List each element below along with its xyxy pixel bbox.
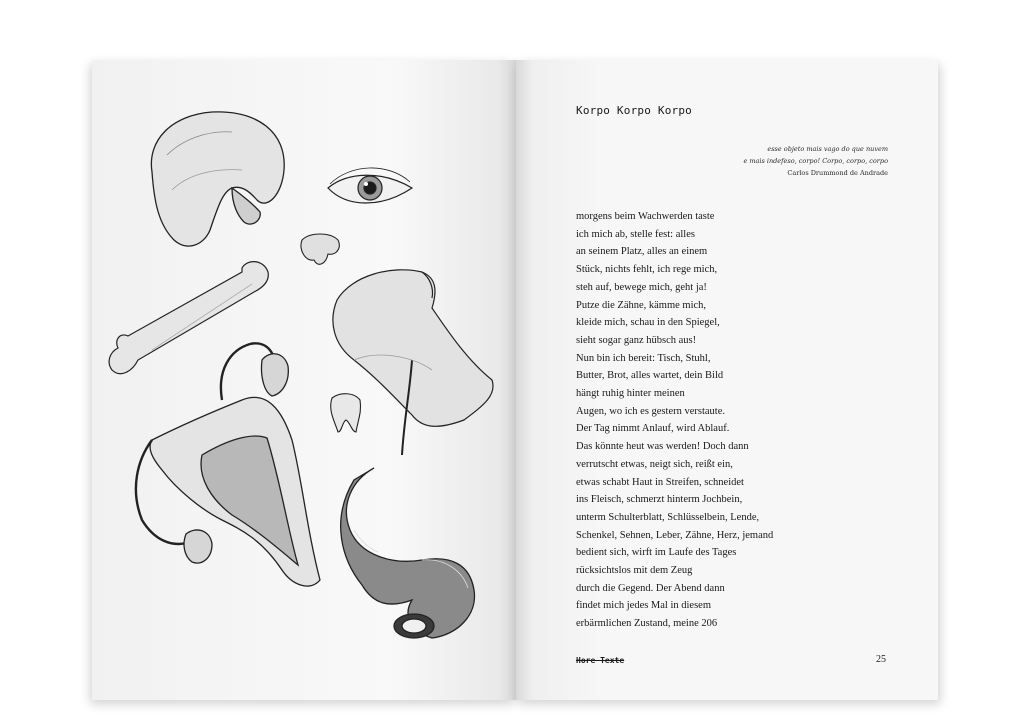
poem-line: unterm Schulterblatt, Schlüsselbein, Lende,	[576, 511, 760, 523]
epigraph-line-1: esse objeto mais vago do que nuvem	[767, 145, 888, 153]
poem-line: erbärmlichen Zustand, meine 206	[576, 618, 718, 630]
poem-title: Korpo Korpo Korpo	[576, 104, 692, 117]
poem-line: rücksichtslos mit dem Zeug	[576, 565, 693, 577]
poem-line: morgens beim Wachwerden taste	[576, 211, 715, 222]
anatomy-illustration	[92, 60, 516, 700]
poem-line: bedient sich, wirft im Laufe des Tages	[576, 547, 737, 559]
poem-line: durch die Gegend. Der Abend dann	[576, 582, 725, 594]
poem-line: Stück, nichts fehlt, ich rege mich,	[576, 264, 718, 276]
tentacle-drawing	[341, 468, 475, 638]
tooth-drawing	[331, 394, 361, 432]
poem-line: sieht sogar ganz hübsch aus!	[576, 334, 697, 346]
poem-line: findet mich jedes Mal in diesem	[576, 600, 712, 612]
poem-line: Schenkel, Sehnen, Leber, Zähne, Herz, jemand	[576, 529, 774, 541]
poem-line: Nun bin ich bereit: Tisch, Stuhl,	[576, 352, 711, 364]
poem-line: Putze die Zähne, kämme mich,	[576, 299, 707, 311]
page-number: 25	[876, 654, 886, 665]
poem-line: ich mich ab, stelle fest: alles	[576, 228, 695, 240]
poem-line: verrutscht etwas, neigt sich, reißt ein,	[576, 458, 733, 470]
epigraph-line-2: e mais indefeso, corpo! Corpo, corpo, corpo	[743, 157, 888, 165]
poem-line: Augen, wo ich es gestern verstaute.	[576, 405, 725, 417]
poem-line: hängt ruhig hinter meinen	[576, 388, 685, 400]
poem-line: kleide mich, schau in den Spiegel,	[576, 317, 720, 329]
eye-drawing	[328, 168, 412, 203]
book-spread	[92, 60, 938, 700]
uterus-drawing	[136, 343, 320, 586]
poem-line: etwas schabt Haut in Streifen, schneidet	[576, 476, 744, 488]
poem-body	[576, 208, 773, 633]
right-page	[516, 60, 938, 700]
epigraph-author: Carlos Drummond de Andrade	[787, 169, 888, 177]
bone-drawing	[109, 262, 268, 374]
poem-line: Das könnte heut was werden! Doch dann	[576, 441, 749, 453]
running-footer: Hore Texte	[576, 656, 625, 665]
poem-line: Butter, Brot, alles wartet, dein Bild	[576, 370, 724, 382]
epigraph	[628, 143, 888, 179]
vertebra-drawing	[301, 234, 339, 264]
poem-line: an seinem Platz, alles an einem	[576, 246, 708, 258]
poem-line: steh auf, bewege mich, geht ja!	[576, 281, 707, 293]
poem-line: Der Tag nimmt Anlauf, wird Ablauf.	[576, 423, 730, 435]
left-page	[92, 60, 516, 700]
poem-line: ins Fleisch, schmerzt hinterm Jochbein,	[576, 494, 743, 506]
kidney-drawing	[151, 112, 284, 246]
